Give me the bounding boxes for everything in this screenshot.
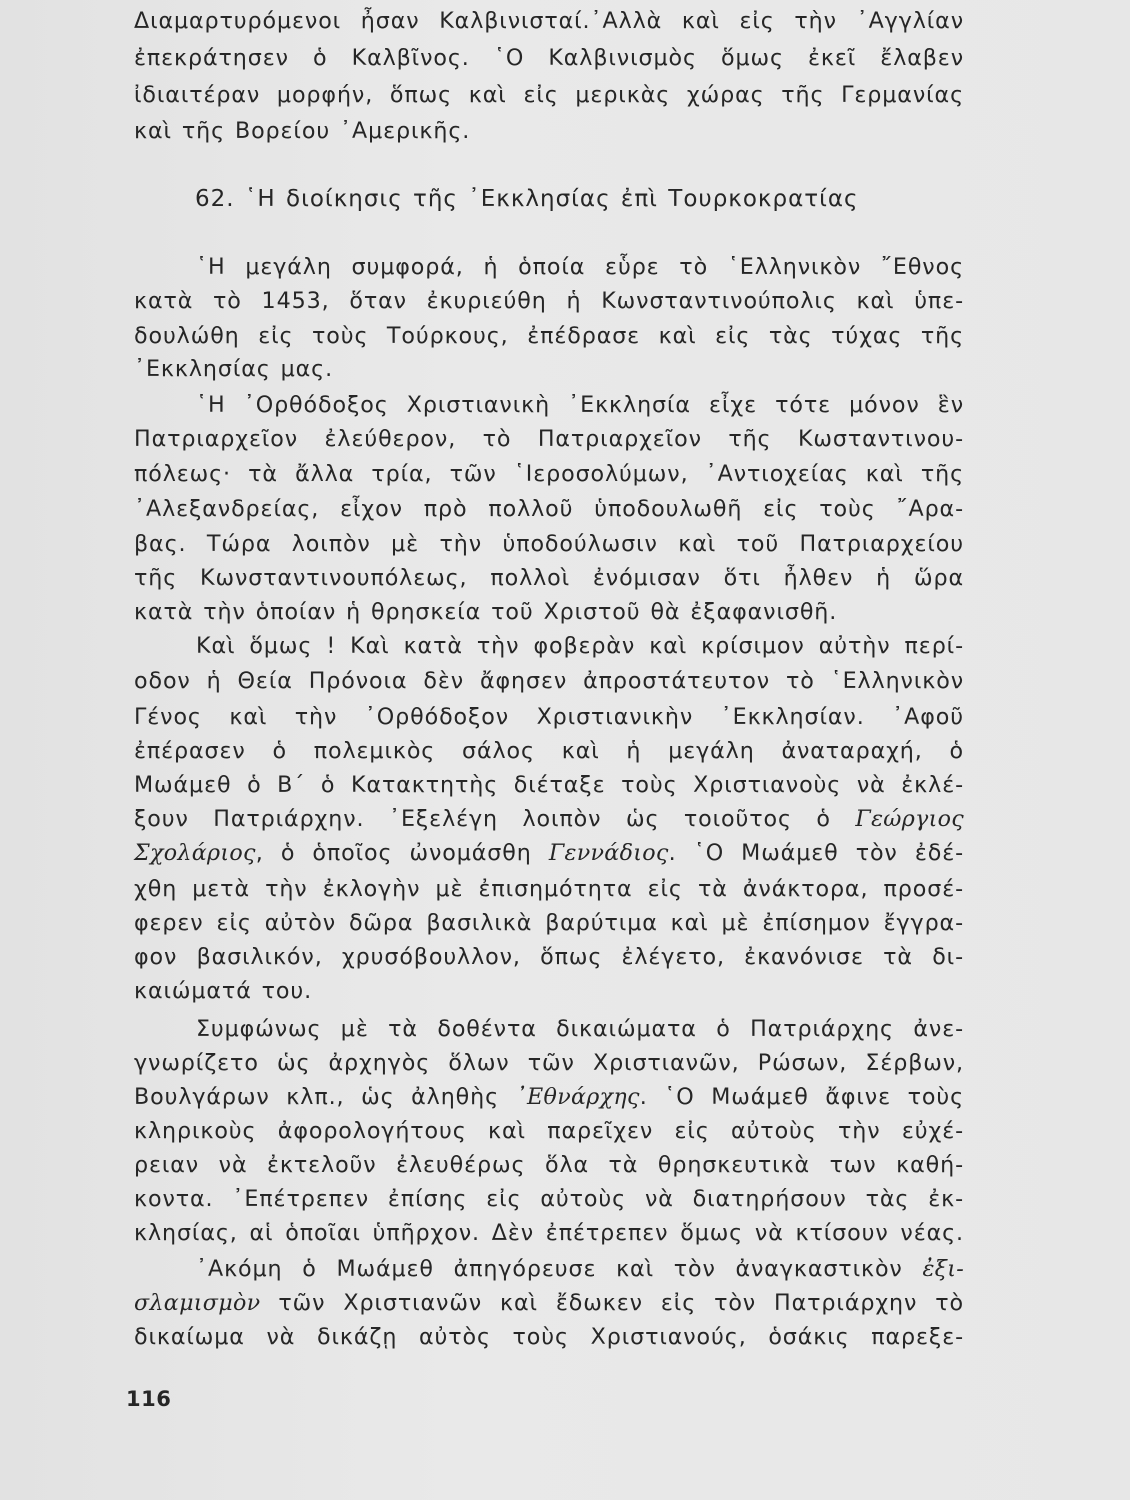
text-line: [134, 838, 964, 868]
text-line: ἐπέρασεν ὁ πολεμικὸς σάλος καὶ ἡ μεγάλη ἀναταραχή, ὁ: [134, 738, 964, 764]
text-line: κατὰ τὴν ὁποίαν ἡ θρησκεία τοῦ Χριστοῦ θὰ ἐξαφανισθῆ.: [134, 599, 838, 625]
text-line: Συμφώνως μὲ τὰ δοθέντα δικαιώματα ὁ Πατριάρχης ἀνε-: [196, 1016, 964, 1042]
text-line: ᾿Εκκλησίας μας.: [134, 356, 334, 382]
text-line: ᾿Αλεξανδρείας, εἶχον πρὸ πολλοῦ ὑποδουλωθῆ εἰς τοὺς ῎Αρα-: [134, 496, 964, 522]
text-line: κοντα. ᾿Επέτρεπεν ἐπίσης εἰς αὐτοὺς νὰ διατηρήσουν τὰς ἐκ-: [134, 1186, 964, 1212]
text-line: ῾Η ᾿Ορθόδοξος Χριστιανικὴ ᾿Εκκλησία εἶχε τότε μόνον ἓν: [196, 392, 964, 418]
text-line: βας. Τώρα λοιπὸν μὲ τὴν ὑποδούλωσιν καὶ τοῦ Πατριαρχείου: [134, 531, 964, 557]
text-run: ᾿Ακόμη ὁ Μωάμεθ ἀπηγόρευσε καὶ τὸν ἀναγκαστικὸν: [196, 1256, 923, 1282]
text-line: [134, 1082, 964, 1112]
text-line: Καὶ ὅμως ! Καὶ κατὰ τὴν φοβερὰν καὶ κρίσιμον αὐτὴν περί-: [196, 633, 964, 659]
section-heading: 62. ῾Η διοίκησις τῆς ᾿Εκκλησίας ἐπὶ Τουρκοκρατίας: [195, 186, 859, 212]
text-line: ἰδιαιτέραν μορφήν, ὅπως καὶ εἰς μερικὰς χώρας τῆς Γερμανίας: [134, 82, 964, 108]
italic-term: σλαμισμὸν: [134, 1290, 261, 1316]
italic-term: ᾿Εθνάρχης: [515, 1084, 640, 1110]
text-line: [134, 804, 964, 834]
text-line: καιώματά του.: [134, 978, 313, 1004]
text-line: Πατριαρχεῖον ἐλεύθερον, τὸ Πατριαρχεῖον τῆς Κωσταντινου-: [134, 426, 964, 452]
text-line: οδον ἡ Θεία Πρόνοια δὲν ἄφησεν ἀπροστάτευτον τὸ ῾Ελληνικὸν: [134, 668, 964, 694]
text-line: δουλώθη εἰς τοὺς Τούρκους, ἐπέδρασε καὶ εἰς τὰς τύχας τῆς: [134, 323, 964, 349]
text-line: φερεν εἰς αὐτὸν δῶρα βασιλικὰ βαρύτιμα καὶ μὲ ἐπίσημον ἔγγρα-: [134, 910, 964, 936]
text-line: φον βασιλικόν, χρυσόβουλλον, ὅπως ἐλέγετο, ἐκανόνισε τὰ δι-: [134, 944, 964, 970]
text-line: κληρικοὺς ἀφορολογήτους καὶ παρεῖχεν εἰς αὐτοὺς τὴν εὐχέ-: [134, 1118, 964, 1144]
text-line: κατὰ τὸ 1453, ὅταν ἐκυριεύθη ἡ Κωνσταντινούπολις καὶ ὑπε-: [134, 288, 964, 314]
italic-name: Σχολάριος: [134, 840, 256, 866]
text-line: Μωάμεθ ὁ Β΄ ὁ Κατακτητὴς διέταξε τοὺς Χριστιανοὺς νὰ ἐκλέ-: [134, 772, 964, 798]
text-line: ῾Η μεγάλη συμφορά, ἡ ὁποία εὗρε τὸ ῾Ελληνικὸν ῎Εθνος: [196, 254, 964, 280]
text-run: . ῾Ο Μωάμεθ ἄφινε τοὺς: [639, 1084, 964, 1110]
text-line: πόλεως· τὰ ἄλλα τρία, τῶν ῾Ιεροσολύμων, ᾿Αντιοχείας καὶ τῆς: [134, 461, 964, 487]
text-line: δικαίωμα νὰ δικάζῃ αὐτὸς τοὺς Χριστιανούς, ὁσάκις παρεξε-: [134, 1324, 964, 1350]
text-line: κλησίας, αἱ ὁποῖαι ὑπῆρχον. Δὲν ἐπέτρεπεν ὅμως νὰ κτίσουν νέας.: [134, 1220, 964, 1246]
text-line: Γένος καὶ τὴν ᾿Ορθόδοξον Χριστιανικὴν ᾿Εκκλησίαν. ᾿Αφοῦ: [134, 704, 964, 730]
text-line: χθη μετὰ τὴν ἐκλογὴν μὲ ἐπισημότητα εἰς τὰ ἀνάκτορα, προσέ-: [134, 876, 964, 902]
text-line: [134, 1288, 964, 1318]
text-run: , ὁ ὁποῖος ὠνομάσθη: [255, 840, 549, 866]
text-line: Διαμαρτυρόμενοι ἦσαν Καλβινισταί.᾿Αλλὰ καὶ εἰς τὴν ᾿Αγγλίαν: [134, 8, 964, 34]
text-line: ρειαν νὰ ἐκτελοῦν ἐλευθέρως ὅλα τὰ θρησκευτικὰ των καθή-: [134, 1152, 964, 1178]
text-run: Βουλγάρων κλπ., ὡς ἀληθὴς: [134, 1084, 516, 1110]
text-line: ἐπεκράτησεν ὁ Καλβῖνος. ῾Ο Καλβινισμὸς ὅμως ἐκεῖ ἔλαβεν: [134, 45, 964, 71]
text-line: γνωρίζετο ὡς ἀρχηγὸς ὅλων τῶν Χριστιανῶν, Ρώσων, Σέρβων,: [134, 1050, 964, 1076]
text-line: [196, 1254, 964, 1284]
italic-name: Γεώργιος: [855, 806, 964, 832]
text-line: καὶ τῆς Βορείου ᾿Αμερικῆς.: [134, 118, 471, 144]
italic-name: Γεννάδιος: [548, 840, 669, 866]
text-run: ξουν Πατριάρχην. ᾿Εξελέγη λοιπὸν ὡς τοιοῦτος ὁ: [134, 806, 856, 832]
text-line: τῆς Κωνσταντινουπόλεως, πολλοὶ ἐνόμισαν ὅτι ἦλθεν ἡ ὥρα: [134, 565, 964, 591]
page-number: 116: [126, 1387, 172, 1411]
text-run: τῶν Χριστιανῶν καὶ ἔδωκεν εἰς τὸν Πατριάρχην τὸ: [260, 1290, 964, 1316]
text-run: . ῾Ο Μωάμεθ τὸν ἐδέ-: [668, 840, 964, 866]
italic-term: ἐξι-: [922, 1256, 964, 1282]
